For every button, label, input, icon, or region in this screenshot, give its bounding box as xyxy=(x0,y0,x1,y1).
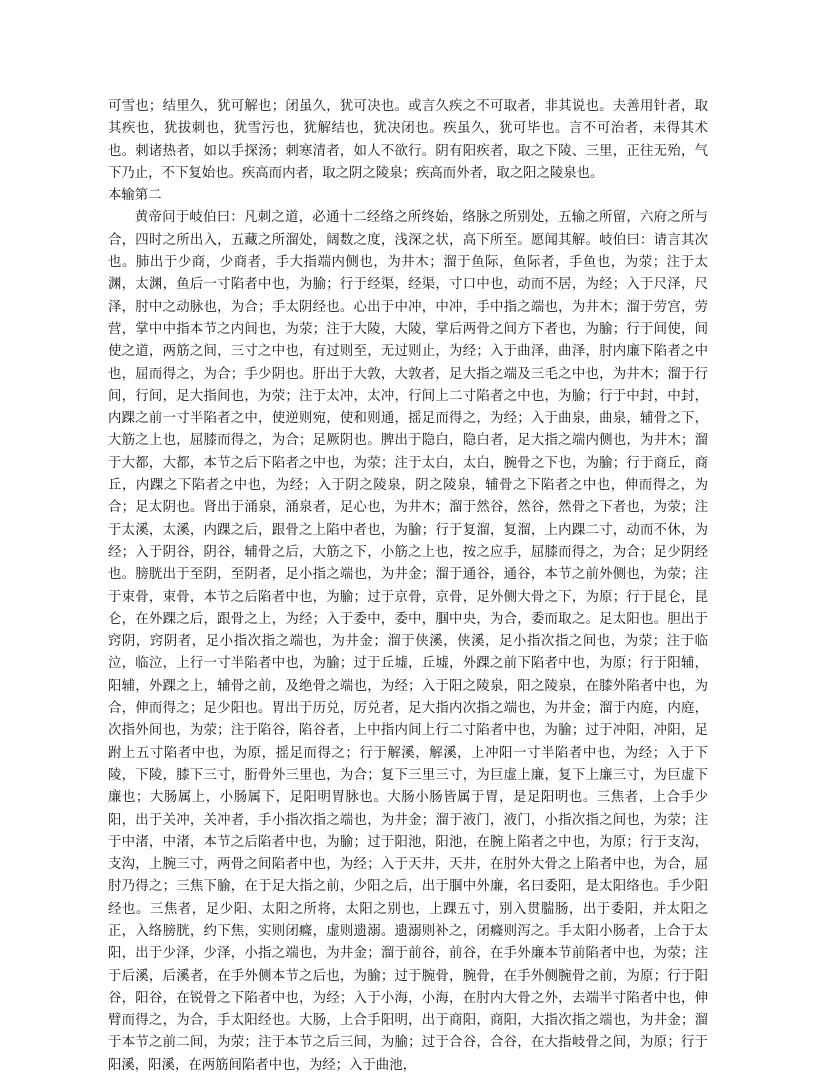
section-heading: 本输第二 xyxy=(108,188,162,204)
body-paragraph: 黄帝问于岐伯曰：凡刺之道，必通十二经络之所终始，络脉之所别处，五输之所留，六府之所与合，四时之所出入，五藏之所溜处，阔数之度，浅深之状，高下所至。愿闻其解。岐伯曰：请言其次也。肺出于少商，少商者，手大指端内侧也，为井木；溜于鱼际，鱼际者，手鱼也，为荥；注于太渊，太渊，鱼后一寸陷者中也，为腧；行于经渠，经渠，寸口中也，动而不居，为经；入于尺泽，尺泽，肘中之动脉也，为合；手太阴经也。心出于中冲，中冲，手中指之端也，为井木；溜于劳宫，劳营，掌中中指本节之内间也，为荥；注于大陵，大陵，掌后两骨之间方下者也，为腧；行于间使，间使之道，两筋之间，三寸之中也，有过则至，无过则止，为经；入于曲泽，曲泽，肘内廉下陷者之中也，屈而得之，为合；手少阴也。肝出于大敦，大敦者，足大指之端及三毛之中也，为井木；溜于行间，行间，足大指间也，为荥；注于太冲，太冲，行间上二寸陷者之中也，为腧；行于中封，中封，内踝之前一寸半陷者之中，使逆则宛，使和则通，摇足而得之，为经；入于曲泉，曲泉，辅骨之下，大筋之上也，屈膝而得之，为合；足厥阴也。脾出于隐白，隐白者，足大指之端内侧也，为井木；溜于大都，大都，本节之后下陷者之中也，为荥；注于太白，太白，腕骨之下也，为腧；行于商丘，商丘，内踝之下陷者之中也，为经；入于阴之陵泉，阴之陵泉，辅骨之下陷者之中也，伸而得之，为合；足太阴也。肾出于涌泉，涌泉者，足心也，为井木；溜于然谷，然谷，然骨之下者也，为荥；注于太溪，太溪，内踝之后，跟骨之上陷中者也，为腧；行于复溜，复溜，上内踝二寸，动而不休，为经；入于阴谷，阴谷，辅骨之后，大筋之下，小筋之上也，按之应手，屈膝而得之，为合；足少阴经也。膀胱出于至阴，至阴者，足小指之端也，为井金；溜于通谷，通谷，本节之前外侧也，为荥；注于束骨，束骨，本节之后陷者中也，为腧；过于京骨，京骨，足外侧大骨之下，为原；行于昆仑，昆仑，在外踝之后，跟骨之上，为经；入于委中，委中，腘中央，为合，委而取之。足太阳也。胆出于窍阴，窍阴者，足小指次指之端也，为井金；溜于侠溪，侠溪，足小指次指之间也，为荥；注于临泣，临泣，上行一寸半陷者中也，为腧；过于丘墟，丘墟，外踝之前下陷者中也，为原；行于阳辅，阳辅，外踝之上，辅骨之前，及绝骨之端也，为经；入于阳之陵泉，阳之陵泉，在膝外陷者中也，为合，伸而得之；足少阳也。胃出于历兑，厉兑者，足大指内次指之端也，为井金；溜于内庭，内庭，次指外间也，为荥；注于陷谷，陷谷者，上中指内间上行二寸陷者中也，为腧；过于冲阳，冲阳，足跗上五寸陷者中也，为原，摇足而得之；行于解溪，解溪，上冲阳一寸半陷者中也，为经；入于下陵，下陵，膝下三寸，胻骨外三里也，为合；复下三里三寸，为巨虚上廉，复下上廉三寸，为巨虚下廉也；大肠属上，小肠属下，足阳明胃脉也。大肠小肠皆属于胃，是足阳明也。三焦者，上合手少阳，出于关冲，关冲者，手小指次指之端也，为井金；溜于液门，液门，小指次指之间也，为荥；注于中渚，中渚，本节之后陷者中也，为腧；过于阳池，阳池，在腕上陷者之中也，为原；行于支沟，支沟，上腕三寸，两骨之间陷者中也，为经；入于天井，天井，在肘外大骨之上陷者中也，为合，屈肘乃得之；三焦下腧，在于足大指之前，少阳之后，出于腘中外廉，名曰委阳，是太阳络也。手少阳经也。三焦者，足少阳、太阳之所将，太阳之别也，上踝五寸，别入贯腨肠，出于委阳，并太阳之正，入络膀胱，约下焦，实则闭癃，虚则遗溺。遗溺则补之，闭癃则泻之。手太阳小肠者，上合于太阳，出于少泽，少泽，小指之端也，为井金；溜于前谷，前谷，在手外廉本节前陷者中也，为荥；注于后溪，后溪者，在手外侧本节之后也，为腧；过于腕骨，腕骨，在手外侧腕骨之前，为原；行于阳谷，阳谷，在锐骨之下陷者中也，为经；入于小海，小海，在肘内大骨之外，去端半寸陷者中也，伸臂而得之，为合，手太阳经也。大肠，上合手阳明，出于商阳，商阳，大指次指之端也，为井金；溜于本节之前二间，为荥；注于本节之后三间，为腧；过于合谷，合谷，在大指岐骨之间，为原；行于阳溪，阳溪，在两筋间陷者中也，为经；入于曲池， xyxy=(108,210,708,1073)
body-paragraph: 可雪也；结里久，犹可解也；闭虽久，犹可决也。或言久疾之不可取者，非其说也。夫善用针者，取其疾也，犹拔刺也，犹雪污也，犹解结也，犹决闭也。疾虽久，犹可毕也。言不可治者，未得其术也。刺诸热者，如以手探汤；刺寒清者，如人不欲行。阴有阳疾者，取之下陵、三里，正往无殆，气下乃止，不下复始也。疾高而内者，取之阴之陵泉；疾高而外者，取之阳之陵泉也。 xyxy=(108,99,708,181)
document-page xyxy=(108,96,708,1077)
